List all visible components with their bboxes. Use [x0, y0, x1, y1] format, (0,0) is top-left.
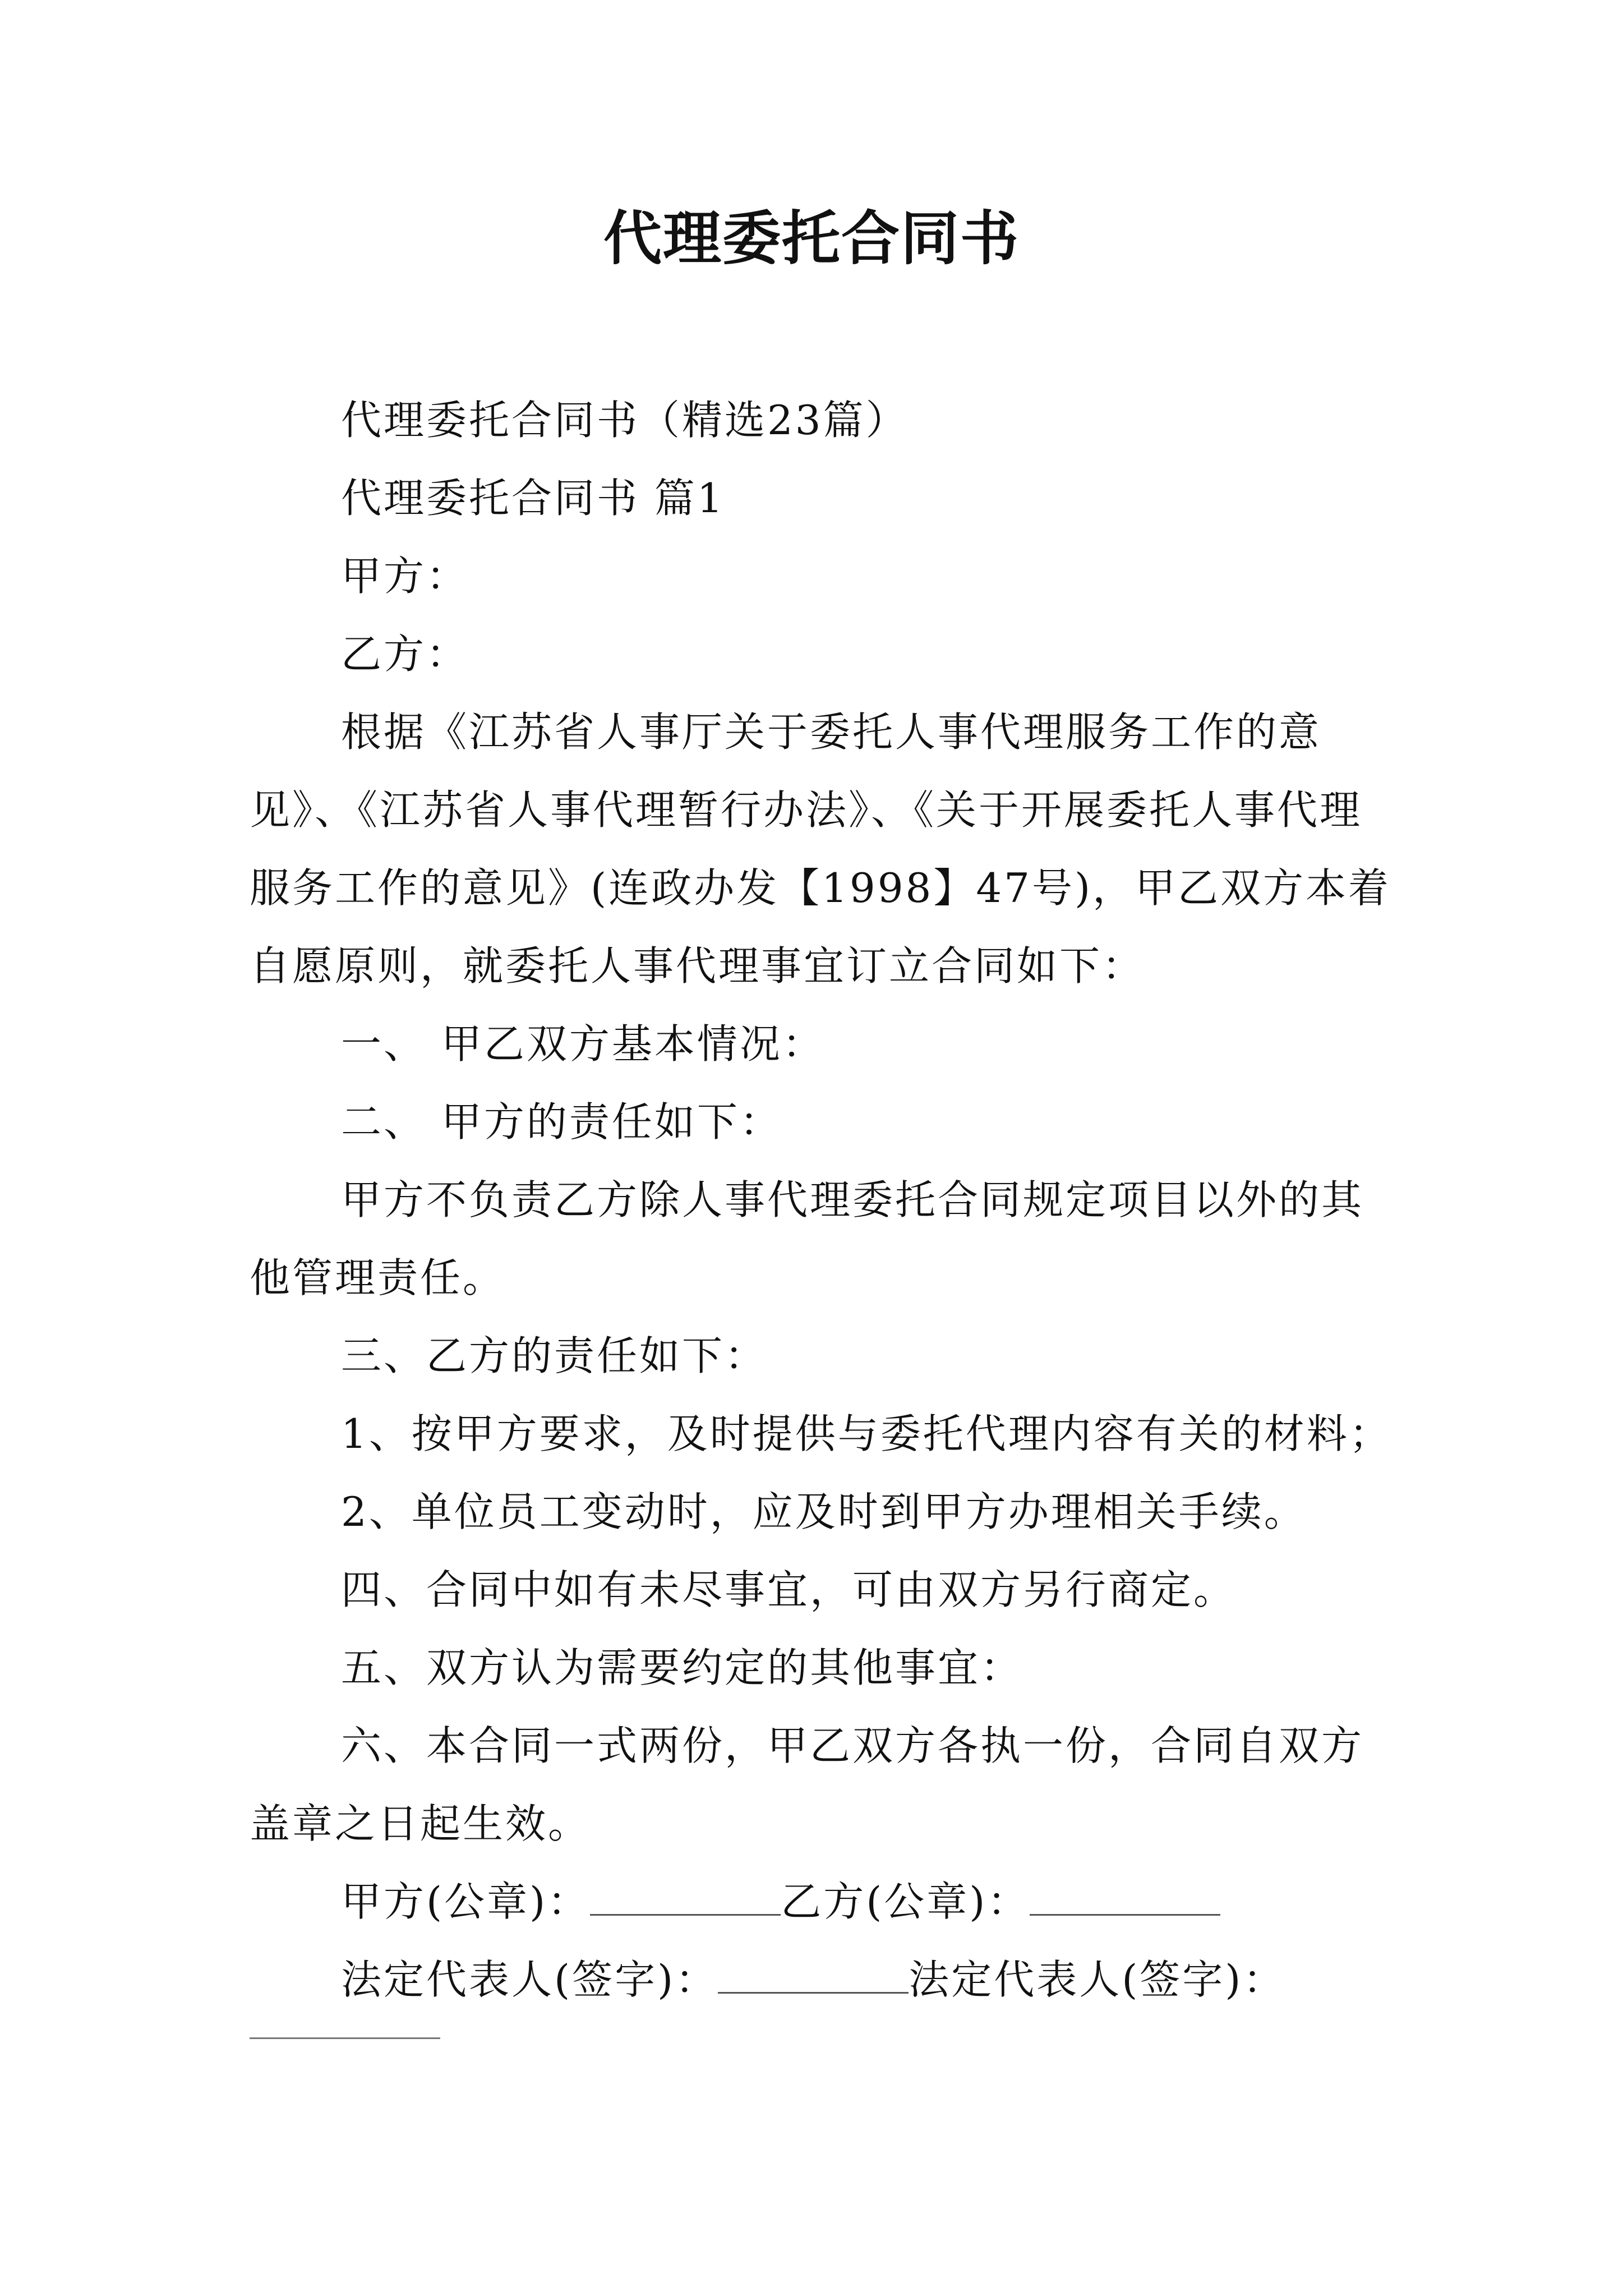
document-body: [250, 381, 1394, 2019]
paragraph-clause-3-item-2: 2、单位员工变动时，应及时到甲方办理相关手续。: [341, 1488, 1307, 1535]
paragraph-clause-4: 四、合同中如有未尽事宜，可由双方另行商定。: [341, 1566, 1237, 1613]
paragraph-clause-1: 一、 甲乙双方基本情况：: [341, 1020, 825, 1068]
rep-b-label: 法定代表人(签字)：: [909, 1956, 1286, 2003]
paragraph-party-b: 乙方：: [341, 631, 469, 678]
paragraph-clause-2-body: 甲方不负责乙方除人事代理委托合同规定项目以外的其他管理责任。: [250, 1176, 1364, 1301]
paragraph-clause-6: 六、本合同一式两份，甲乙双方各执一份，合同自双方盖章之日起生效。: [250, 1722, 1364, 1847]
paragraph-clause-5: 五、双方认为需要约定的其他事宜：: [341, 1644, 1023, 1691]
paragraph-clause-2: 二、 甲方的责任如下：: [341, 1098, 782, 1145]
paragraph-heading: 代理委托合同书（精选23篇）: [341, 397, 909, 444]
rep-a-blank[interactable]: [718, 1958, 909, 1994]
paragraph-basis: 根据《江苏省人事厅关于委托人事代理服务工作的意见》、《江苏省人事代理暂行办法》、《关于开展委托人事代理服务工作的意见》(连政办发【1998】47号)，甲乙双方本着自愿原则，就委托人事代理事宜订立合同如下：: [250, 708, 1391, 990]
paragraph-clause-3-item-1: 1、按甲方要求，及时提供与委托代理内容有关的材料；: [341, 1410, 1392, 1457]
paragraph-party-a: 甲方：: [341, 553, 469, 600]
signature-rep-line: [250, 1941, 1394, 2019]
party-b-seal-blank[interactable]: [1030, 1880, 1220, 1916]
party-a-seal-label: 甲方(公章)：: [341, 1878, 591, 1925]
party-b-seal-label: 乙方(公章)：: [781, 1878, 1030, 1925]
rep-a-label: 法定代表人(签字)：: [341, 1956, 718, 2003]
party-a-seal-blank[interactable]: [590, 1880, 781, 1916]
document-title: 代理委托合同书: [603, 204, 1020, 273]
signature-seal-line: [250, 1863, 1394, 1941]
paragraph-section-title: 代理委托合同书 篇1: [341, 475, 725, 522]
rep-b-blank[interactable]: [250, 2037, 440, 2039]
paragraph-clause-3: 三、乙方的责任如下：: [341, 1332, 768, 1379]
